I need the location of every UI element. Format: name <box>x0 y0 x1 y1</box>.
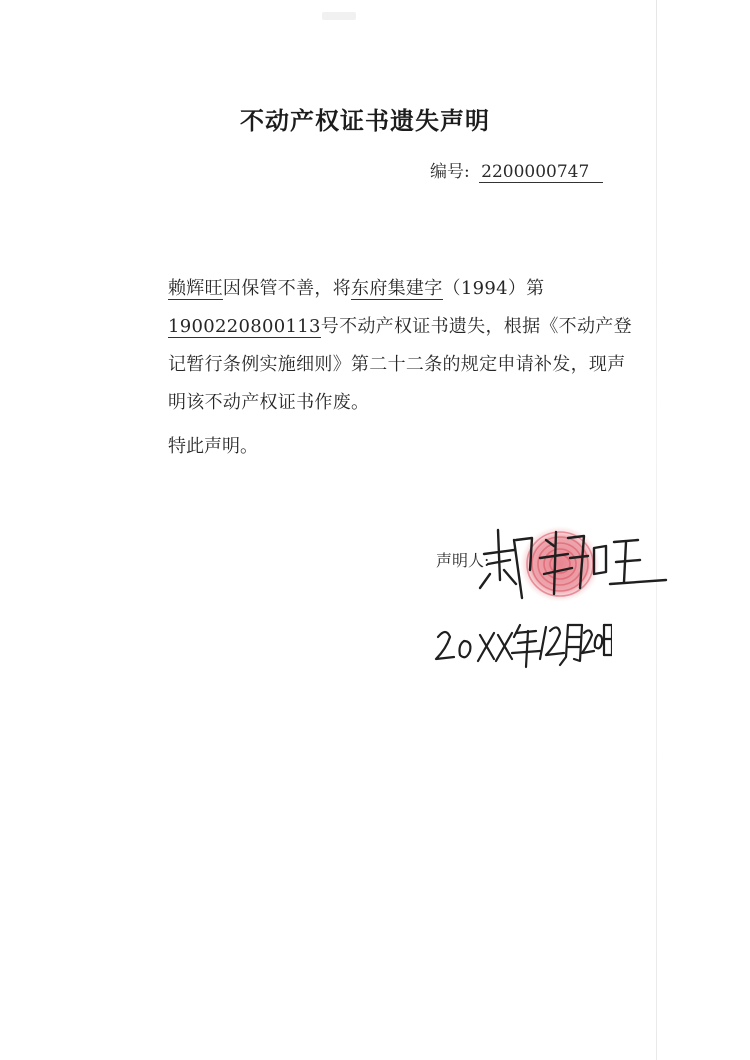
number-label: 编号: <box>430 162 470 182</box>
declaration-paragraph <box>130 270 640 422</box>
body-text-2: （1994）第 <box>442 278 545 299</box>
number-value: 2200000747 <box>479 162 603 183</box>
cert-prefix: 东府集建字 <box>351 278 443 299</box>
signature-with-fingerprint <box>470 510 670 610</box>
owner-name: 赖辉旺 <box>168 278 223 299</box>
closing-statement: 特此声明。 <box>168 436 258 457</box>
document-title: 不动产权证书遗失声明 <box>240 106 490 135</box>
body-text-1: 因保管不善，将 <box>222 278 352 299</box>
handwritten-date-icon <box>432 615 612 673</box>
document-number <box>430 157 603 183</box>
body-text-3: 号不动产权证书遗失，根据《不动产登记暂行条例实施细则》第二十二条的规定申请补发，现声明该不动产权证书作废。 <box>168 316 632 413</box>
declarant-label: 声明人: <box>436 551 490 570</box>
declaration-body <box>130 270 640 422</box>
scan-mark <box>322 12 356 20</box>
cert-number: 1900220800113 <box>168 316 321 337</box>
